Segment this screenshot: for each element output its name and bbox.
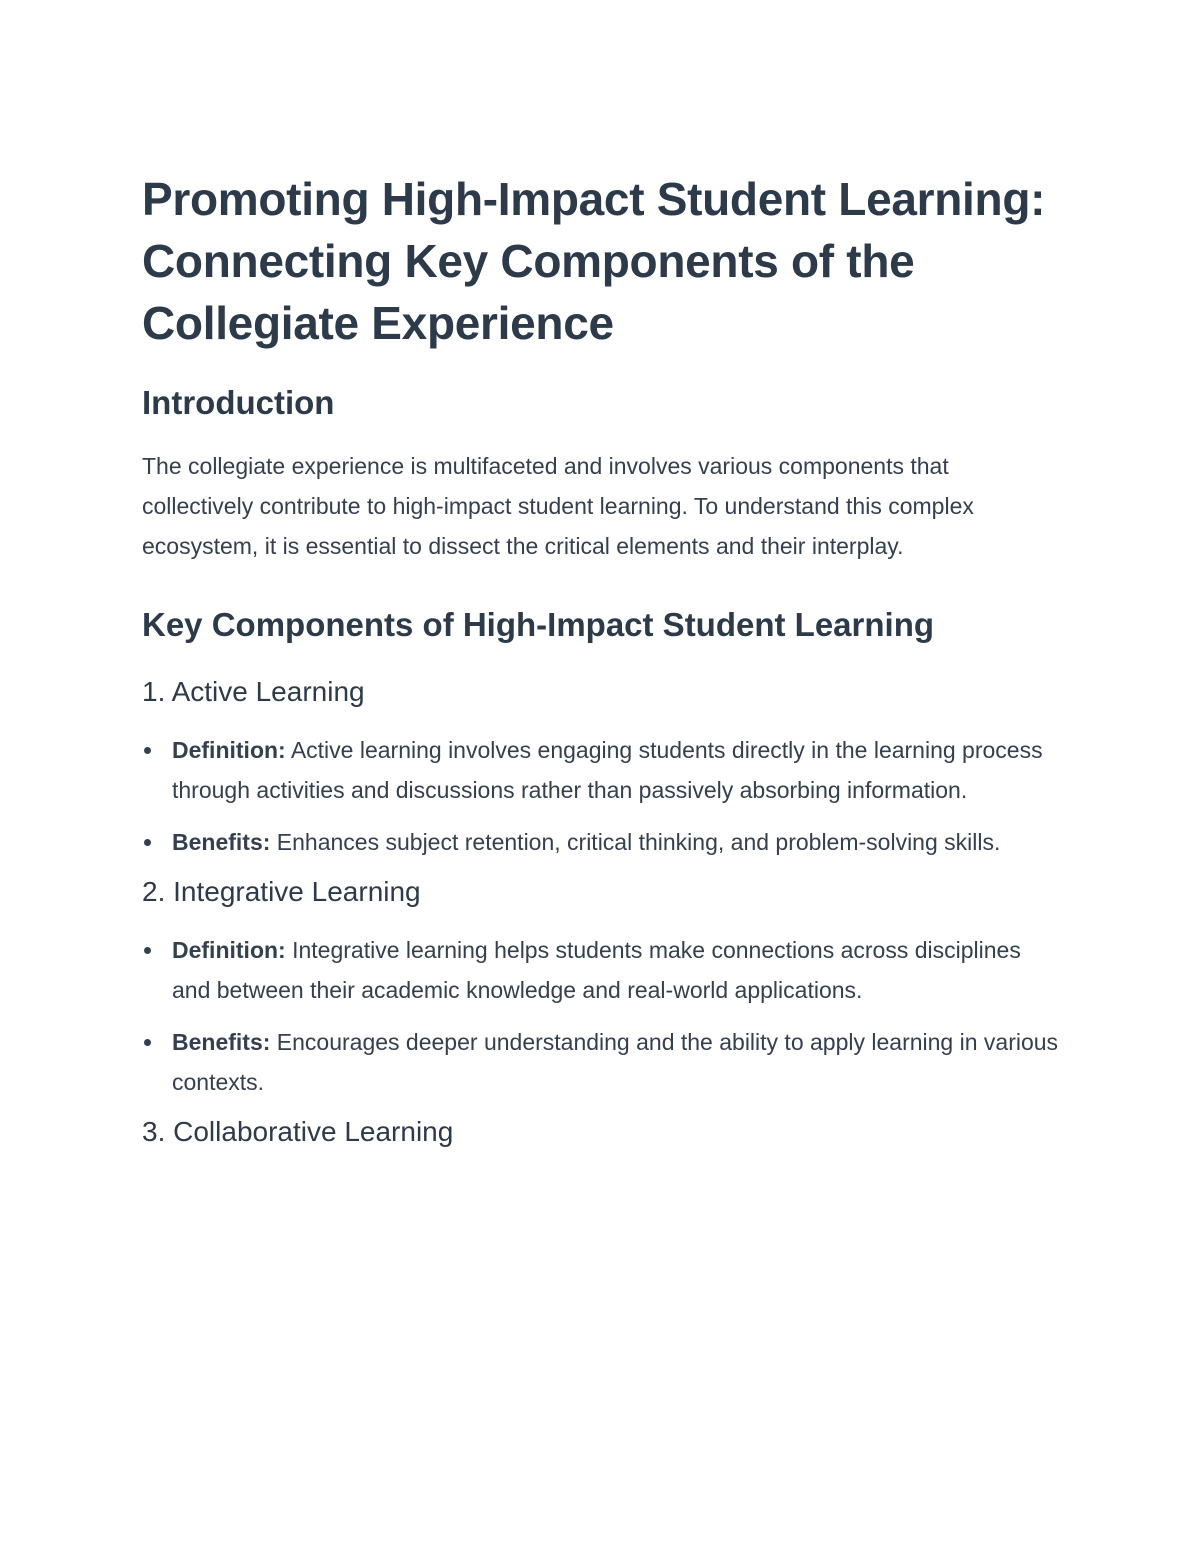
key-components-heading: Key Components of High-Impact Student Learning: [142, 606, 935, 643]
section-heading-integrative-learning: 2. Integrative Learning: [142, 876, 421, 907]
item-text: Enhances subject retention, critical thinking, and problem-solving skills.: [270, 829, 1001, 855]
document-page: [142, 168, 1062, 1152]
item-text: Encourages deeper understanding and the ability to apply learning in various contexts.: [172, 1029, 1059, 1095]
item-term: Benefits:: [172, 1029, 271, 1055]
list-item: [142, 822, 1062, 862]
item-text: Integrative learning helps students make connections across disciplines and between their academic knowledge and real-world applications.: [172, 937, 1021, 1003]
bullet-icon: [144, 839, 151, 846]
integrative-learning-list: [142, 930, 1062, 1102]
bullet-icon: [144, 947, 151, 954]
bullet-icon: [144, 1039, 151, 1046]
introduction-paragraph: The collegiate experience is multifaceted and involves various components that collectively contribute to high-impact student learning. To understand this complex ecosystem, it is essential to dissect the critical elements and their interplay.: [142, 453, 974, 559]
introduction-heading: Introduction: [142, 384, 335, 421]
active-learning-list: [142, 730, 1062, 862]
item-term: Definition:: [172, 737, 286, 763]
list-item: [142, 730, 1062, 810]
item-text: Active learning involves engaging students directly in the learning process through activities and discussions rather than passively absorbing information.: [172, 737, 1043, 803]
bullet-icon: [144, 747, 151, 754]
list-item: [142, 930, 1062, 1010]
list-item: [142, 1022, 1062, 1102]
item-term: Definition:: [172, 937, 286, 963]
document-title: Promoting High-Impact Student Learning: Connecting Key Components of the Collegiate Experience: [142, 173, 1046, 349]
item-term: Benefits:: [172, 829, 271, 855]
section-heading-active-learning: 1. Active Learning: [142, 676, 365, 707]
section-heading-collaborative-learning: 3. Collaborative Learning: [142, 1116, 454, 1147]
